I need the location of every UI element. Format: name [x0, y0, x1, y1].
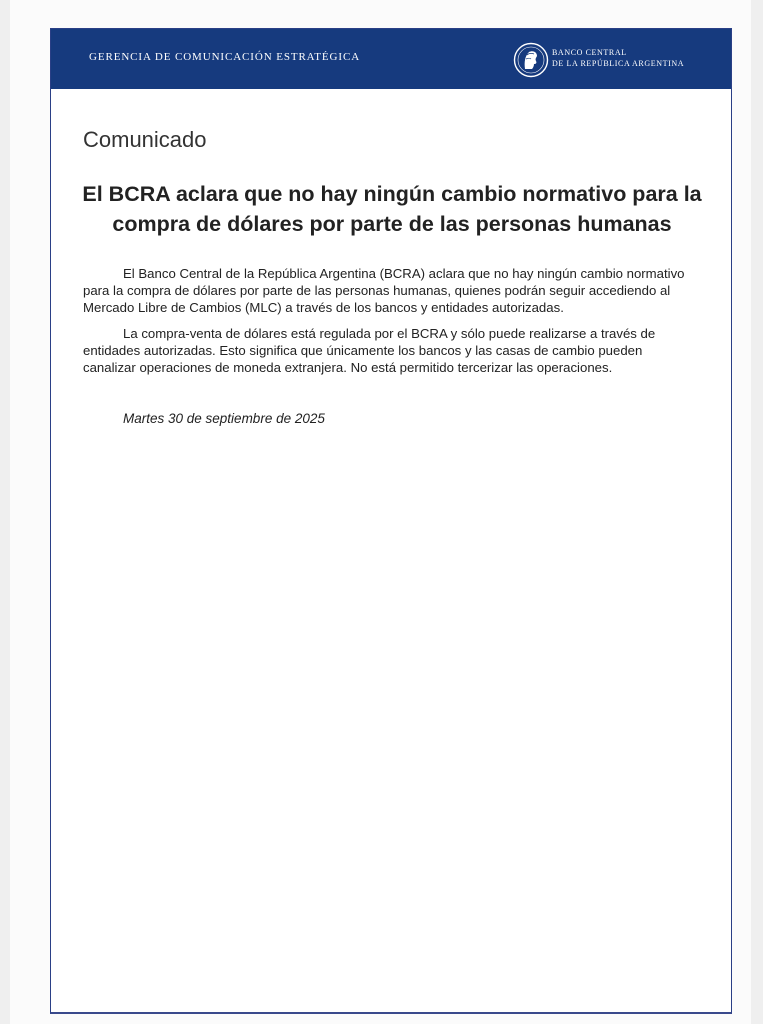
document-body [83, 265, 695, 384]
brand-line-2: DE LA REPÚBLICA ARGENTINA [552, 59, 685, 68]
document-sheet [10, 0, 751, 1024]
document-date: Martes 30 de septiembre de 2025 [123, 411, 325, 426]
bcra-seal-icon [513, 42, 549, 78]
body-paragraph-2: La compra-venta de dólares está regulada por el BCRA y sólo puede realizarse a través de entidades autorizadas. Esto significa que únicamente los bancos y las casas de cambio pueden canalizar operaciones de moneda extranjera. No está permitido tercerizar las operaciones. [83, 325, 656, 376]
department-name: GERENCIA DE COMUNICACIÓN ESTRATÉGICA [89, 51, 361, 63]
document-title: El BCRA aclara que no hay ningún cambio normativo para la compra de dólares por parte de las personas humanas [82, 182, 702, 236]
brand-line-1: BANCO CENTRAL [552, 48, 627, 57]
document-kicker: Comunicado [83, 127, 207, 152]
press-release-page [50, 28, 732, 1014]
brand-name [552, 47, 684, 69]
header-banner [51, 29, 731, 89]
body-paragraph-1: El Banco Central de la República Argentina (BCRA) aclara que no hay ningún cambio normativo para la compra de dólares por parte de las personas humanas, quienes podrán seguir accediendo al Mercado Libre de Cambios (MLC) a través de los bancos y entidades autorizadas. [83, 266, 685, 316]
